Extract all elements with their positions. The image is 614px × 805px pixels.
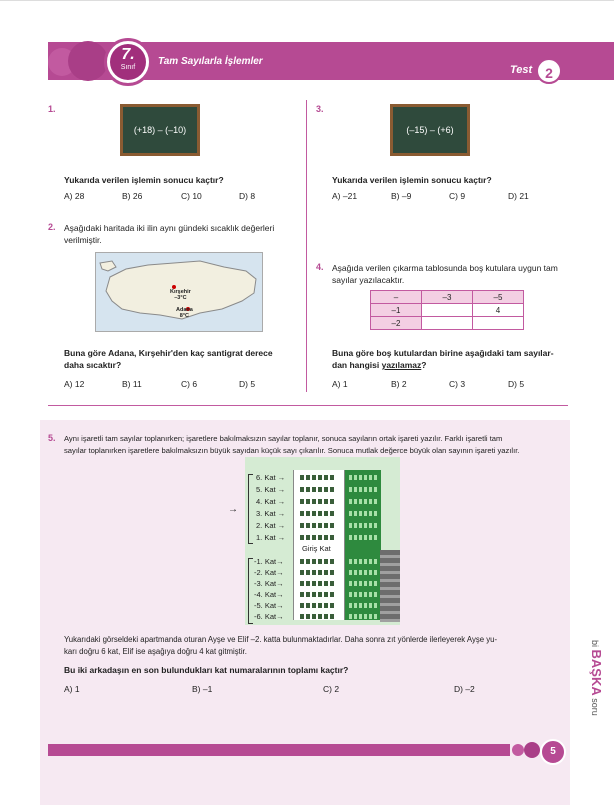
footer-dot-medium xyxy=(524,742,540,758)
apartment-green-block xyxy=(345,470,381,620)
grade-badge xyxy=(110,44,146,80)
table-cell-empty xyxy=(422,304,473,317)
footer-bar xyxy=(48,744,510,756)
floor-label: 1. Kat → xyxy=(256,533,286,542)
side-brand-suffix: soru xyxy=(590,695,600,716)
header-dot-medium xyxy=(68,41,108,81)
floor-label: -6. Kat→ xyxy=(254,612,284,621)
table-row xyxy=(371,304,524,317)
grade-label: Sınıf xyxy=(120,64,136,71)
side-brand-main: BAŞKA xyxy=(589,649,604,696)
window-row xyxy=(300,523,334,528)
window-row xyxy=(300,581,334,586)
section-divider xyxy=(48,405,568,406)
window-row xyxy=(349,499,377,504)
table-cell-empty xyxy=(473,317,524,330)
column-divider xyxy=(306,100,307,392)
floor-label: 6. Kat → xyxy=(256,473,286,482)
map-temp-adana: 8°C xyxy=(179,313,190,319)
table-cell: –5 xyxy=(473,291,524,304)
q5-intro-line2: sayılar toplanırken işaretlere bakılmaksızın büyük sayıdan küçük sayı çıkarılır. Sonuca mutlak değerce büyük olan sayının işareti yazılır. xyxy=(64,446,520,455)
map-city-kirsehir: Kırşehir xyxy=(170,289,191,295)
window-row xyxy=(300,592,334,597)
q3-option-a[interactable]: A) –21 xyxy=(332,191,358,201)
q3-number: 3. xyxy=(316,104,324,114)
q4-number: 4. xyxy=(316,262,324,272)
q5-option-c[interactable]: C) 2 xyxy=(323,684,340,694)
test-number: 2 xyxy=(536,58,562,84)
window-row xyxy=(349,559,377,564)
window-row xyxy=(349,523,377,528)
q4-intro-line1: Aşağıda verilen çıkarma tablosunda boş kutulara uygun tam xyxy=(332,263,558,273)
q1-option-b[interactable]: B) 26 xyxy=(122,191,143,201)
floor-label: -3. Kat→ xyxy=(254,579,284,588)
grade-number: 7. xyxy=(121,46,135,63)
apartment-stairs xyxy=(380,550,400,622)
table-cell: –2 xyxy=(371,317,422,330)
ground-floor-label: Giriş Kat xyxy=(302,544,331,553)
q3-expression: (–15) – (+6) xyxy=(406,125,454,135)
window-row xyxy=(349,603,377,608)
window-row xyxy=(349,592,377,597)
table-row xyxy=(371,291,524,304)
q4-question-end: ? xyxy=(421,360,427,370)
q4-question-line2 xyxy=(332,359,427,371)
window-row xyxy=(300,499,334,504)
top-rule xyxy=(0,0,614,1)
window-row xyxy=(300,570,334,575)
q5-question: Bu iki arkadaşın en son bulundukları kat numaralarının toplamı kaçtır? xyxy=(64,665,349,675)
q2-question-line1: Buna göre Adana, Kırşehir'den kaç santigrat derece xyxy=(64,348,273,358)
floor-label: -5. Kat→ xyxy=(254,601,284,610)
q4-option-b[interactable]: B) 2 xyxy=(391,379,407,389)
q2-intro-line2: verilmiştir. xyxy=(64,235,102,245)
floor-label: 4. Kat → xyxy=(256,497,286,506)
window-row xyxy=(349,581,377,586)
q2-intro-line1: Aşağıdaki haritada iki ilin aynı gündeki sıcaklık değerleri xyxy=(64,223,275,233)
window-row xyxy=(349,570,377,575)
q1-expression: (+18) – (–10) xyxy=(133,125,187,135)
q1-chalkboard xyxy=(120,104,200,156)
q2-option-a[interactable]: A) 12 xyxy=(64,379,85,389)
window-row xyxy=(300,603,334,608)
q3-question: Yukarıda verilen işlemin sonucu kaçtır? xyxy=(332,175,492,185)
q2-number: 2. xyxy=(48,222,56,232)
lower-bracket xyxy=(248,558,253,624)
q4-intro-line2: sayılar yazılacaktır. xyxy=(332,275,405,285)
window-row xyxy=(300,511,334,516)
q1-option-c[interactable]: C) 10 xyxy=(181,191,202,201)
q4-option-d[interactable]: D) 5 xyxy=(508,379,525,389)
floor-label: 5. Kat → xyxy=(256,485,286,494)
table-row xyxy=(371,317,524,330)
test-label: Test xyxy=(510,64,533,76)
page-number: 5 xyxy=(540,739,566,765)
subtraction-table xyxy=(370,290,524,330)
floor-label: 2. Kat → xyxy=(256,521,286,530)
window-row xyxy=(300,614,334,619)
q5-body-line1: Yukarıdaki görseldeki apartmanda oturan Ayşe ve Elif –2. katta bulunmaktadırlar. Daha sonra zıt yönlerde ilerleyerek Ayşe yu- xyxy=(64,635,498,644)
q3-option-c[interactable]: C) 9 xyxy=(449,191,466,201)
table-cell: 4 xyxy=(473,304,524,317)
bracket-arrow: → xyxy=(228,504,238,515)
q5-option-b[interactable]: B) –1 xyxy=(192,684,213,694)
q3-option-d[interactable]: D) 21 xyxy=(508,191,529,201)
window-row xyxy=(349,475,377,480)
floor-label: 3. Kat → xyxy=(256,509,286,518)
side-brand xyxy=(589,640,604,716)
table-cell: – xyxy=(371,291,422,304)
q4-question-line1: Buna göre boş kutulardan birine aşağıdaki tam sayılar- xyxy=(332,348,554,358)
q1-option-a[interactable]: A) 28 xyxy=(64,191,85,201)
q1-question: Yukarıda verilen işlemin sonucu kaçtır? xyxy=(64,175,224,185)
q5-intro-line1: Aynı işaretli tam sayılar toplanırken; işaretlere bakılmaksızın sayılar toplanır, sonuca sayıların ortak işareti yazılır. Farklı işaretli tam xyxy=(64,434,503,443)
map-city-adana: Adana xyxy=(176,307,193,313)
window-row xyxy=(300,475,334,480)
q4-question-line2-start: dan hangisi xyxy=(332,360,382,370)
table-cell: –1 xyxy=(371,304,422,317)
side-brand-prefix: bi xyxy=(590,640,600,650)
q2-option-c[interactable]: C) 6 xyxy=(181,379,198,389)
table-cell-empty xyxy=(422,317,473,330)
floor-label: -4. Kat→ xyxy=(254,590,284,599)
q3-chalkboard xyxy=(390,104,470,156)
upper-bracket xyxy=(248,474,253,544)
q4-question-emphasis: yazılamaz xyxy=(381,360,422,370)
window-row xyxy=(300,535,334,540)
window-row xyxy=(349,535,377,540)
q1-number: 1. xyxy=(48,104,56,114)
q3-option-b[interactable]: B) –9 xyxy=(391,191,412,201)
turkey-map xyxy=(95,252,263,332)
q5-option-a[interactable]: A) 1 xyxy=(64,684,80,694)
q4-option-c[interactable]: C) 3 xyxy=(449,379,466,389)
window-row xyxy=(349,487,377,492)
q5-body-line2: karı doğru 6 kat, Elif ise aşağıya doğru 4 kat gitmiştir. xyxy=(64,647,247,656)
floor-label: -2. Kat→ xyxy=(254,568,284,577)
q2-option-b[interactable]: B) 11 xyxy=(122,379,142,389)
table-cell: –3 xyxy=(422,291,473,304)
q5-option-d[interactable]: D) –2 xyxy=(454,684,475,694)
footer-dot-small xyxy=(512,744,524,756)
window-row xyxy=(300,487,334,492)
map-temp-kirsehir: –3°C xyxy=(174,295,187,301)
topic-title: Tam Sayılarla İşlemler xyxy=(158,56,263,67)
window-row xyxy=(300,559,334,564)
window-row xyxy=(349,614,377,619)
window-row xyxy=(349,511,377,516)
q2-question-line2: daha sıcaktır? xyxy=(64,360,122,370)
floor-label: -1. Kat→ xyxy=(254,557,284,566)
q2-option-d[interactable]: D) 5 xyxy=(239,379,256,389)
q4-option-a[interactable]: A) 1 xyxy=(332,379,348,389)
q5-number: 5. xyxy=(48,433,56,443)
q1-option-d[interactable]: D) 8 xyxy=(239,191,256,201)
